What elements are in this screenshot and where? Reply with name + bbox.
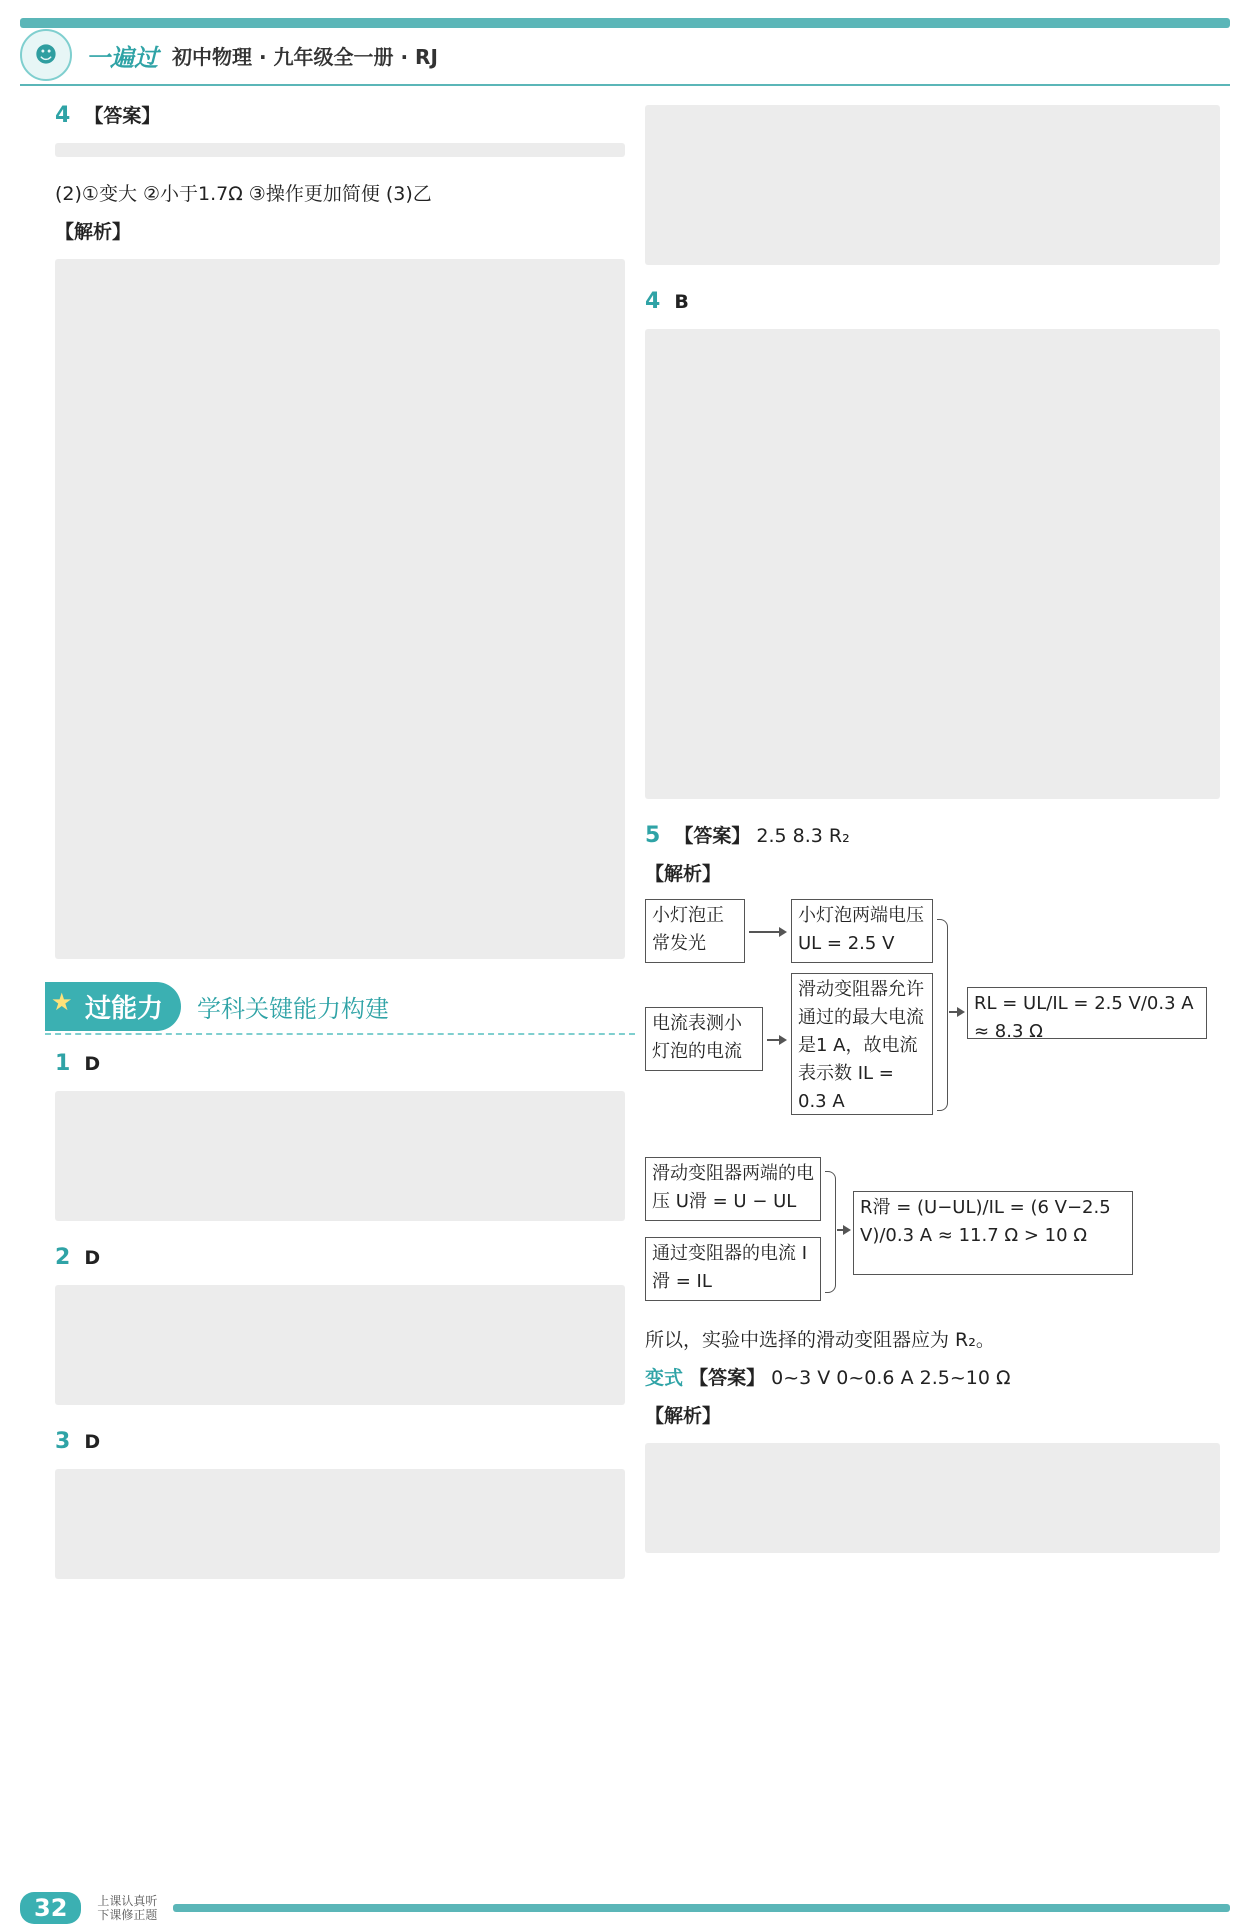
- variant-tag: 变式: [645, 1367, 684, 1389]
- q2-number: 2: [55, 1245, 71, 1270]
- variant-answer-tag: 【答案】: [689, 1367, 766, 1389]
- q1-answer: D: [84, 1053, 101, 1075]
- q4b-line: [645, 285, 1220, 319]
- diagram-box-rheostat-current: 通过变阻器的电流 I滑 = IL: [645, 1237, 821, 1301]
- q4-explanation: [55, 215, 625, 249]
- footer-slogan-line1: 上课认真听: [97, 1894, 158, 1908]
- mascot-logo-icon: ☻: [20, 29, 72, 81]
- q3-number: 3: [55, 1429, 71, 1454]
- star-icon: ★: [51, 987, 73, 1016]
- diagram-box-ammeter: 电流表测小灯泡的电流: [645, 1007, 763, 1071]
- diagram-arrow: [767, 1039, 785, 1041]
- section-tag-label: 过能力: [85, 993, 164, 1024]
- q3-explanation-block: [55, 1469, 625, 1579]
- section-banner: [45, 979, 635, 1035]
- q5-answer-line: [645, 819, 1220, 853]
- right-column: [645, 95, 1220, 1573]
- q5-explanation-tag: 【解析】: [645, 863, 722, 885]
- page-header: [20, 30, 1230, 80]
- diagram-box-lamp-normal: 小灯泡正常发光: [645, 899, 745, 963]
- diagram-brace: [825, 1171, 836, 1293]
- section-tag: [45, 982, 181, 1031]
- variant-explanation-block: [645, 1443, 1220, 1553]
- diagram-arrow: [749, 931, 785, 933]
- q3-line: [55, 1425, 625, 1459]
- q4-answer-part1-block: [55, 143, 625, 157]
- header-divider: [20, 84, 1230, 86]
- q1-line: [55, 1047, 625, 1081]
- q5-answer-values: 2.5 8.3 R₂: [756, 825, 850, 847]
- variant-explanation: [645, 1399, 1220, 1433]
- variant-answer-values: 0~3 V 0~0.6 A 2.5~10 Ω: [771, 1367, 1011, 1389]
- diagram-arrow: [837, 1229, 849, 1231]
- diagram-box-rheostat-resistance: R滑 = (U−UL)/IL = (6 V−2.5 V)/0.3 A ≈ 11.7 Ω > 10 Ω: [853, 1191, 1133, 1275]
- q5-explanation-tag-line: [645, 857, 1220, 891]
- diagram-arrow: [949, 1011, 963, 1013]
- diagram-box-rheostat-voltage: 滑动变阻器两端的电压 U滑 = U − UL: [645, 1157, 821, 1221]
- footer-accent-bar: [173, 1904, 1230, 1912]
- diagram-box-max-current: 滑动变阻器允许通过的最大电流是1 A，故电流表示数 IL = 0.3 A: [791, 973, 933, 1115]
- q4-number: 4: [55, 103, 71, 128]
- q5-answer-tag: 【答案】: [674, 825, 751, 847]
- q4-explanation-block: [55, 259, 625, 959]
- subject-title: 初中物理 · 九年级全一册 · RJ: [172, 44, 438, 69]
- q1-explanation-block: [55, 1091, 625, 1221]
- top-accent-bar: [20, 18, 1230, 28]
- diagram-box-lamp-voltage: 小灯泡两端电压 UL = 2.5 V: [791, 899, 933, 963]
- page-number: 32: [20, 1892, 81, 1924]
- q4-answer-part2: (2)①变大 ②小于1.7Ω ③操作更加简便 (3)乙: [55, 183, 432, 205]
- footer-slogan: [97, 1894, 157, 1922]
- q3-answer: D: [84, 1431, 101, 1453]
- left-column: [51, 95, 625, 1599]
- q4-answer-tag: 【答案】: [84, 105, 161, 127]
- q4b-answer: B: [674, 291, 689, 313]
- q2-line: [55, 1241, 625, 1275]
- q4-explanation-tag: 【解析】: [55, 221, 132, 243]
- diagram-brace: [937, 919, 948, 1111]
- q5-flow-diagram: [645, 899, 1220, 1319]
- q4b-explanation-block: [645, 329, 1220, 799]
- footer-slogan-line2: 下课修正题: [97, 1908, 158, 1922]
- q2-answer: D: [84, 1247, 101, 1269]
- page-footer: [20, 1890, 1230, 1926]
- q4-answer-line: [55, 99, 625, 133]
- diagram-box-lamp-resistance: RL = UL/IL = 2.5 V/0.3 A ≈ 8.3 Ω: [967, 987, 1207, 1039]
- q5-conclusion: 所以，实验中选择的滑动变阻器应为 R₂。: [645, 1329, 995, 1351]
- variant-answer-line: [645, 1361, 1220, 1395]
- section-subtitle: 学科关键能力构建: [197, 994, 390, 1023]
- q4b-number: 4: [645, 289, 661, 314]
- variant-explanation-tag: 【解析】: [645, 1405, 722, 1427]
- brand-name: 一遍过: [86, 43, 158, 72]
- q1-number: 1: [55, 1051, 71, 1076]
- q3-continued-block: [645, 105, 1220, 265]
- q5-number: 5: [645, 823, 661, 848]
- q2-explanation-block: [55, 1285, 625, 1405]
